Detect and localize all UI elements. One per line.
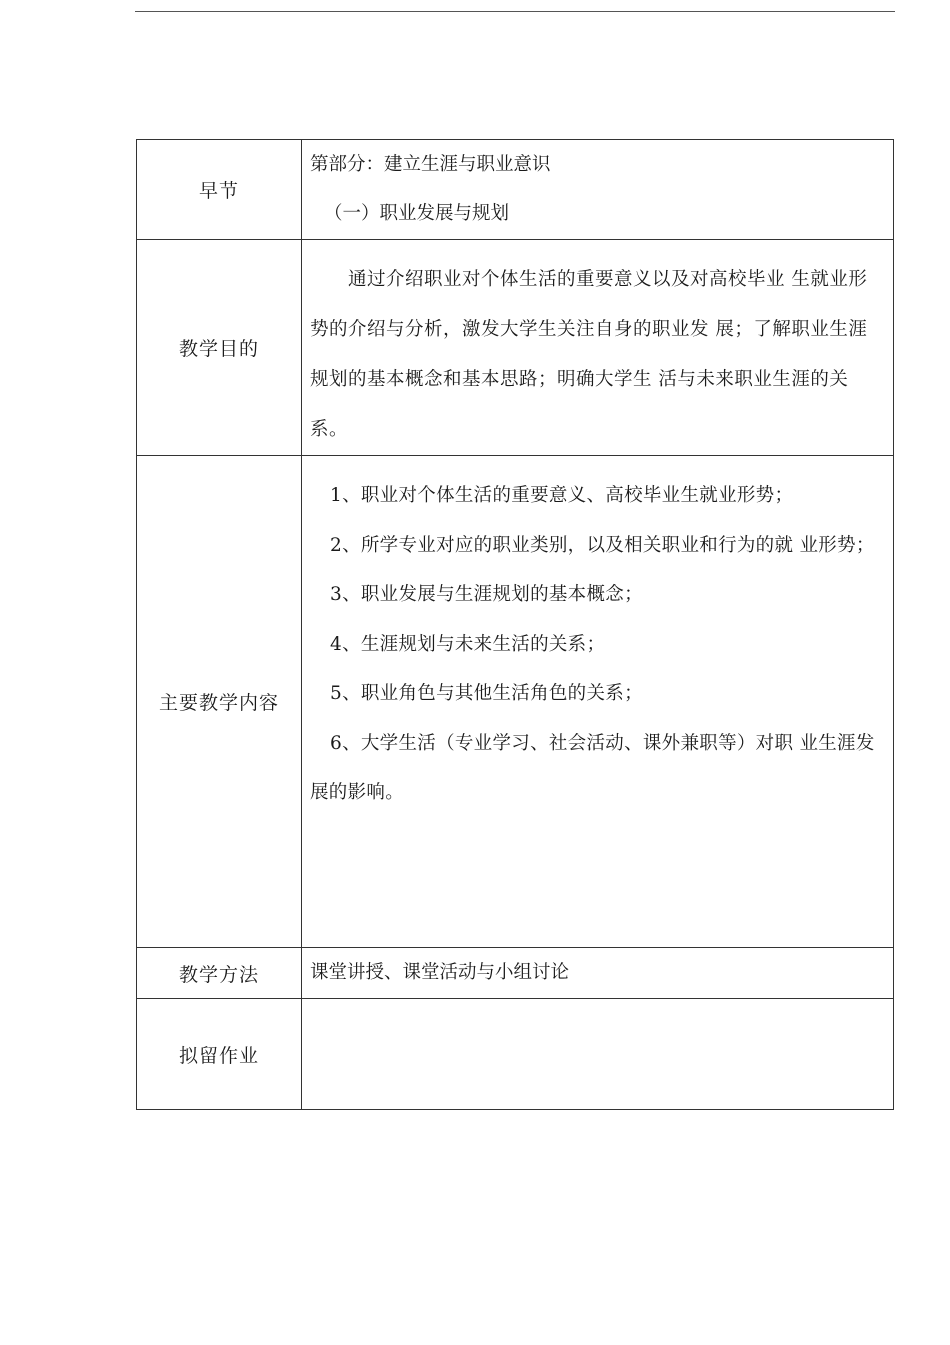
method-text: 课堂讲授、课堂活动与小组讨论 (310, 962, 570, 983)
content-cell (302, 456, 894, 948)
content-item: 2、所学专业对应的职业类别，以及相关职业和行为的就 业形势； (330, 534, 875, 556)
chapter-section-title: （一）职业发展与规划 (324, 203, 510, 224)
goal-text: 通过介绍职业对个体生活的重要意义以及对高校毕业 生就业形势的介绍与分析，激发大学生关注自身的职业发 展；了解职业生涯规划的基本概念和基本思路；明确大学生 活与未来职业生涯的关系。 (310, 269, 868, 440)
row-method (137, 948, 894, 999)
content-list (310, 471, 885, 818)
header-rule (135, 11, 895, 12)
content-item: 4、生涯规划与未来生活的关系； (330, 633, 606, 655)
content-item: 3、职业发展与生涯规划的基本概念； (330, 584, 643, 605)
lesson-plan-table (136, 139, 894, 1110)
content-item: 1、职业对个体生活的重要意义、高校毕业生就业形势； (330, 485, 794, 506)
homework-label: 拟留作业 (137, 999, 302, 1110)
homework-cell (302, 999, 894, 1110)
row-chapter (137, 140, 894, 240)
content-label: 主要教学内容 (137, 456, 302, 948)
method-label: 教学方法 (137, 948, 302, 999)
chapter-label: 早节 (137, 140, 302, 240)
row-goal (137, 240, 894, 456)
chapter-cell (302, 140, 894, 240)
chapter-part-title: 第部分：建立生涯与职业意识 (310, 154, 551, 175)
goal-cell (302, 240, 894, 456)
content-item: 5、职业角色与其他生活角色的关系； (330, 683, 643, 704)
row-content (137, 456, 894, 948)
row-homework (137, 999, 894, 1110)
goal-label: 教学目的 (137, 240, 302, 456)
method-cell (302, 948, 894, 999)
content-item: 6、大学生活（专业学习、社会活动、课外兼职等）对职 业生涯发展的影响。 (310, 732, 875, 803)
